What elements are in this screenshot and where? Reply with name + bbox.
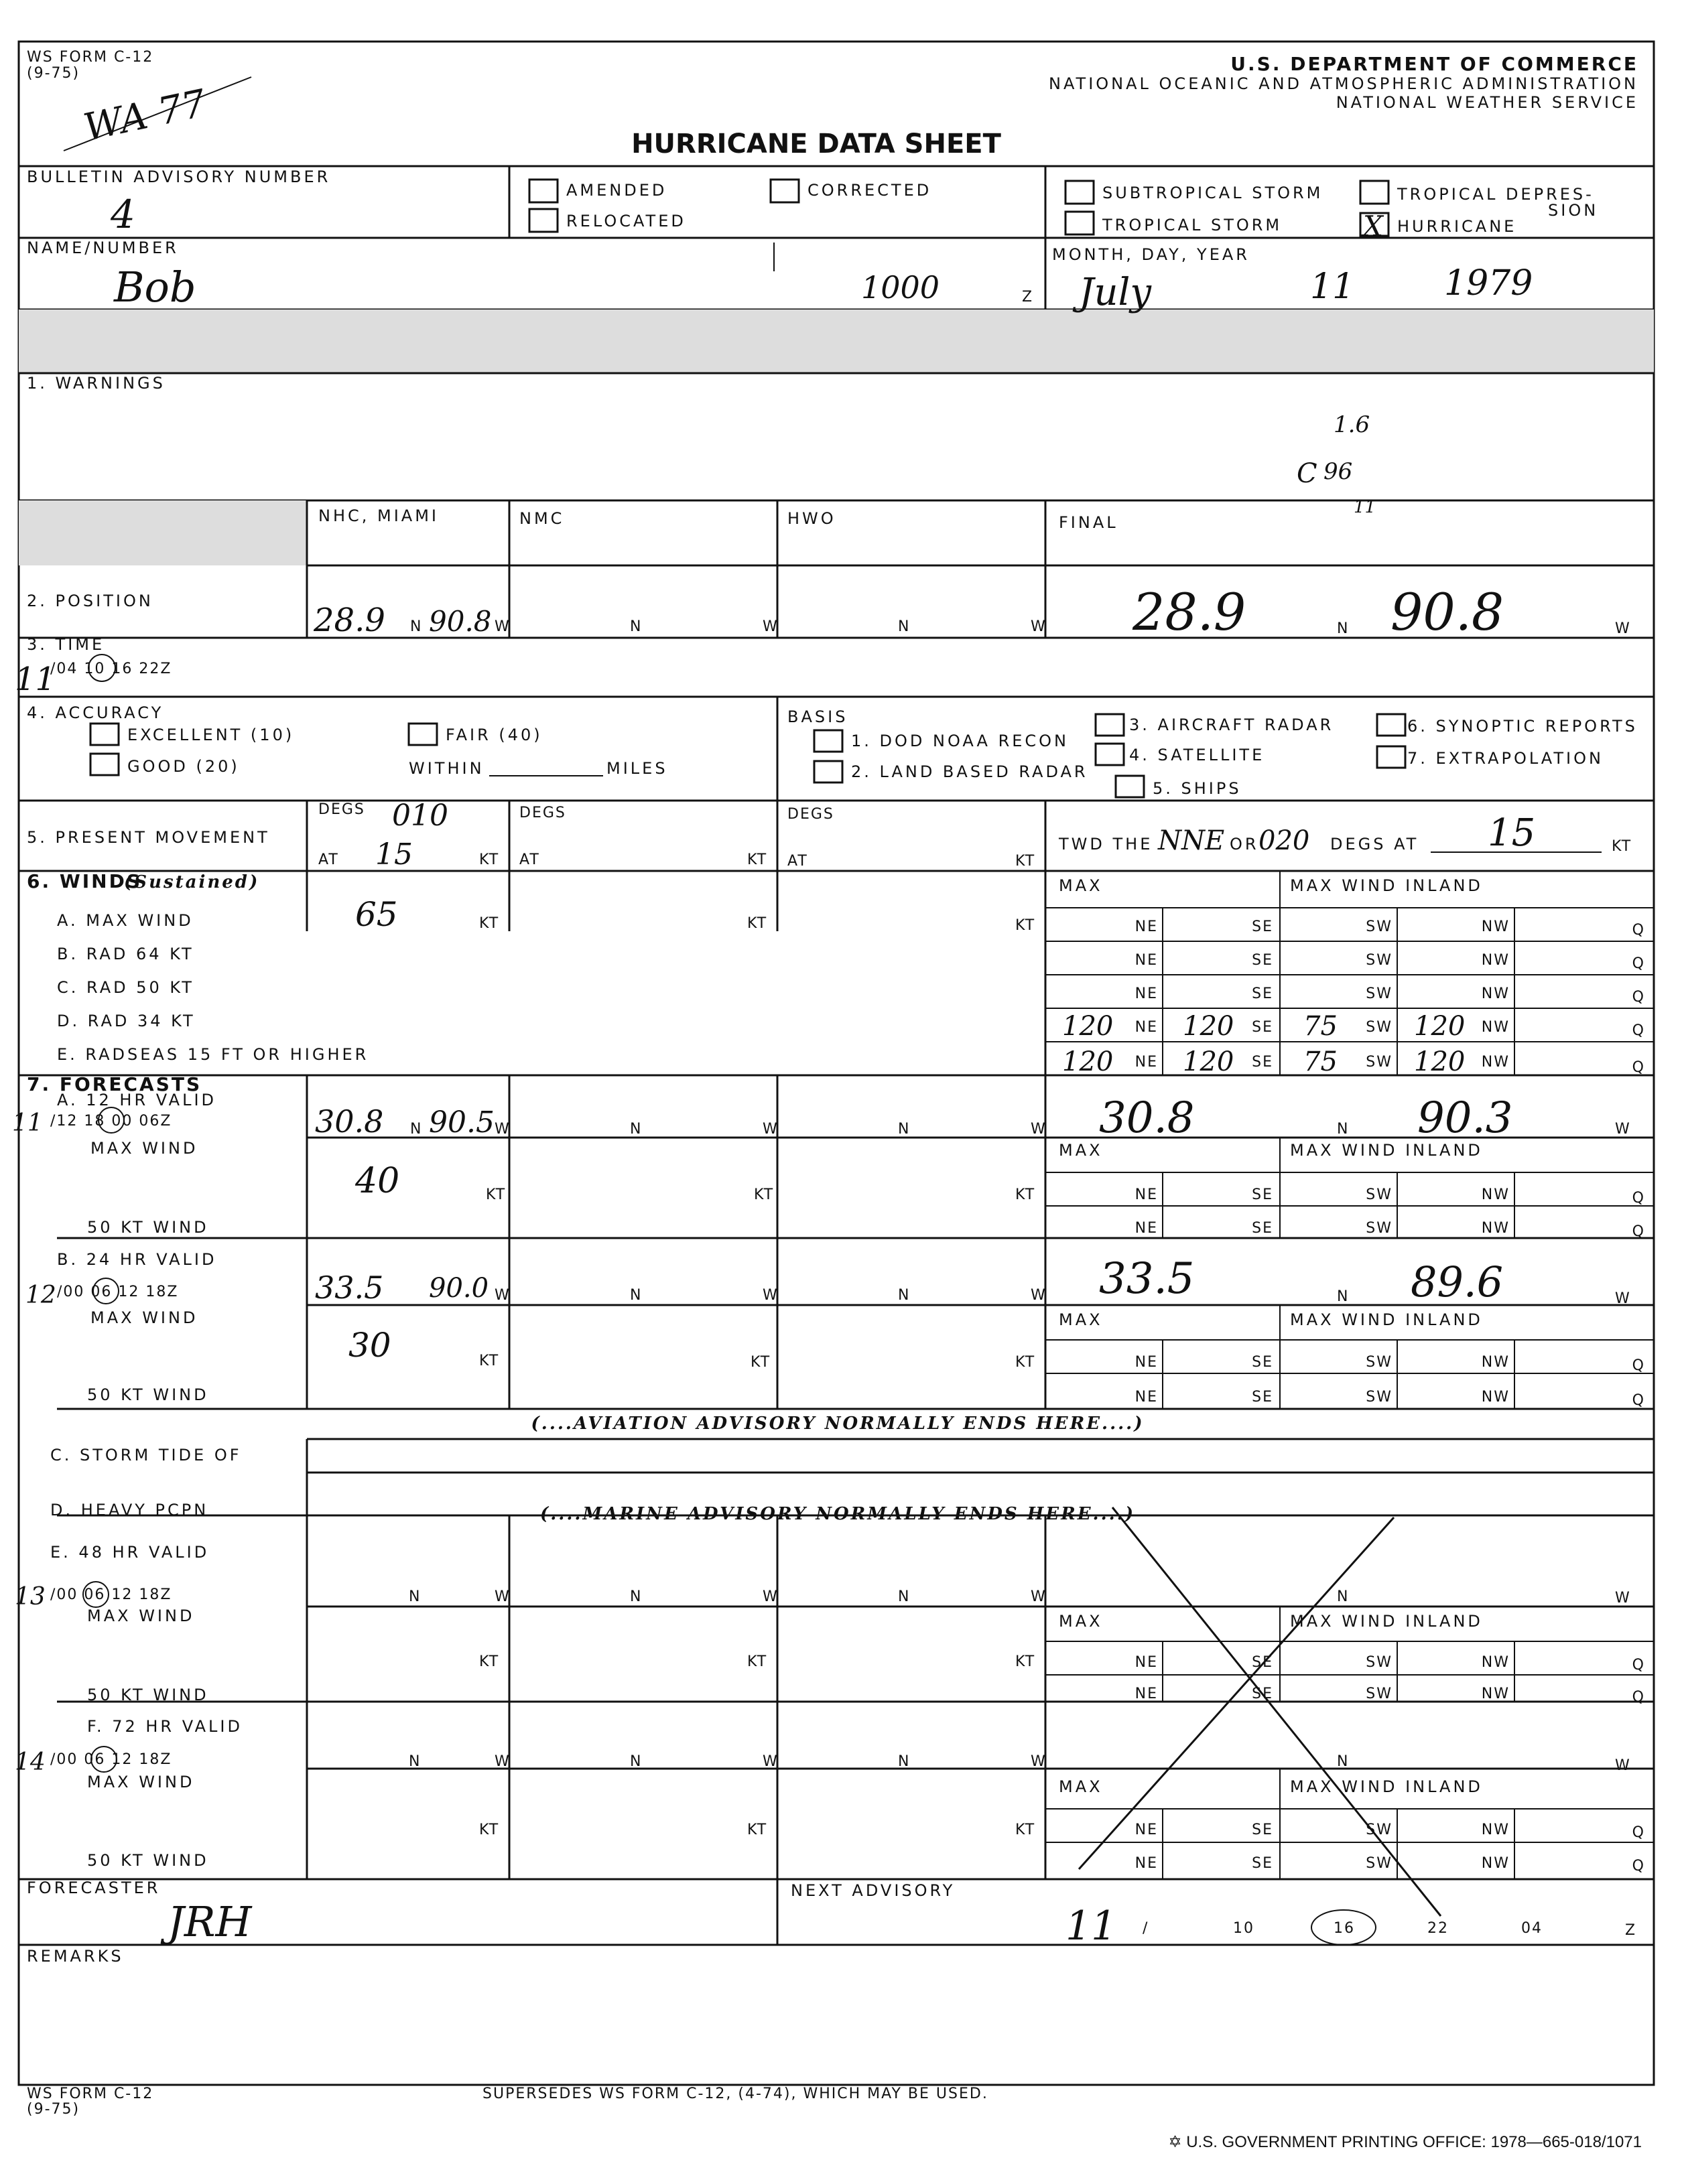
q-q-b: Q bbox=[1632, 955, 1645, 972]
fc-b-codes: /00 06 12 18Z bbox=[57, 1284, 179, 1300]
fc-a-hwo-w: W bbox=[1031, 1121, 1047, 1138]
fc-a-codes: /12 18 00 06Z bbox=[50, 1113, 172, 1130]
good-checkbox[interactable] bbox=[90, 754, 119, 775]
fc-a-nmc-w: W bbox=[763, 1121, 779, 1138]
fc-e-50kt-label: 50 KT WIND bbox=[87, 1686, 209, 1704]
rad34-ne: 120 bbox=[1062, 1011, 1114, 1042]
fc-f-q-2: Q bbox=[1632, 1858, 1645, 1874]
fc-e-label: E. 48 HR VALID bbox=[50, 1543, 210, 1562]
q-nw-b: NW bbox=[1481, 952, 1510, 969]
warnings-note-2: C bbox=[1297, 458, 1317, 489]
bulletin-value: 4 bbox=[111, 192, 135, 237]
fc-b-day: 12 bbox=[25, 1282, 56, 1309]
nmc-at-label: AT bbox=[519, 851, 540, 868]
nmc-w: W bbox=[763, 618, 779, 635]
q-q-a: Q bbox=[1632, 922, 1645, 939]
nmc-max-kt: KT bbox=[747, 915, 768, 932]
next-advisory-label: NEXT ADVISORY bbox=[791, 1881, 956, 1900]
fc-f-nw-2: NW bbox=[1481, 1855, 1510, 1872]
nhc-max-wind: 65 bbox=[355, 895, 398, 934]
fc-e-max-inland: MAX WIND INLAND bbox=[1290, 1612, 1483, 1631]
hwo-w: W bbox=[1031, 618, 1047, 635]
date-label: MONTH, DAY, YEAR bbox=[1052, 245, 1250, 264]
fc-a-max-wind-label: MAX WIND bbox=[90, 1139, 198, 1158]
fc-b-hwo-kt: KT bbox=[1015, 1354, 1036, 1371]
fc-f-hwo-n: N bbox=[898, 1753, 911, 1770]
nhc-degs-label: DEGS bbox=[318, 801, 365, 818]
printing-office-note: ✡ U.S. GOVERNMENT PRINTING OFFICE: 1978—665-018/1071 bbox=[1168, 2133, 1642, 2151]
aviation-note: (....AVIATION ADVISORY NORMALLY ENDS HERE....) bbox=[531, 1414, 1145, 1434]
fc-f-se-1: SE bbox=[1252, 1822, 1273, 1838]
nhc-degs-value: 010 bbox=[392, 799, 448, 833]
seas-se: 120 bbox=[1183, 1046, 1234, 1077]
nhc-kt-label: KT bbox=[479, 851, 500, 868]
twd-direction: NNE bbox=[1158, 825, 1225, 856]
fc-a-nw-1: NW bbox=[1481, 1186, 1510, 1203]
q-sw-c: SW bbox=[1366, 985, 1393, 1002]
q-sw-a: SW bbox=[1366, 918, 1393, 935]
basis-7-label: 7. EXTRAPOLATION bbox=[1407, 749, 1604, 768]
fc-f-sw-1: SW bbox=[1366, 1822, 1393, 1838]
fc-a-se-1: SE bbox=[1252, 1186, 1273, 1203]
fc-e-day: 13 bbox=[15, 1583, 46, 1611]
fc-a-nw-2: NW bbox=[1481, 1220, 1510, 1237]
fc-b-sw-1: SW bbox=[1366, 1354, 1393, 1371]
fc-a-final-lat: 30.8 bbox=[1099, 1093, 1195, 1143]
twd-kt-label: KT bbox=[1612, 838, 1632, 855]
fc-b-final-lon: 89.6 bbox=[1411, 1257, 1504, 1306]
max-wind-label: A. MAX WIND bbox=[57, 911, 194, 930]
corrected-checkbox[interactable] bbox=[771, 180, 799, 202]
hwo-max-kt: KT bbox=[1015, 917, 1036, 934]
q-ne-d: NE bbox=[1135, 1019, 1158, 1036]
fc-f-ne-1: NE bbox=[1135, 1822, 1158, 1838]
hurricane-check-mark: X bbox=[1363, 210, 1383, 243]
q-se-c: SE bbox=[1252, 985, 1273, 1002]
storm-tide-label: C. STORM TIDE OF bbox=[50, 1446, 242, 1464]
q-q-e: Q bbox=[1632, 1059, 1645, 1076]
fc-b-nw-1: NW bbox=[1481, 1354, 1510, 1371]
fc-e-nmc-kt: KT bbox=[747, 1653, 768, 1670]
fc-b-nhc-max: 30 bbox=[348, 1326, 391, 1365]
fc-f-day: 14 bbox=[15, 1749, 46, 1776]
hwo-degs-label: DEGS bbox=[787, 806, 834, 823]
next-advisory-t4: 04 bbox=[1521, 1920, 1543, 1937]
cross-out-stroke-2 bbox=[1079, 1517, 1394, 1869]
fc-e-sw-2: SW bbox=[1366, 1686, 1393, 1702]
supersedes-note: SUPERSEDES WS FORM C-12, (4-74), WHICH MAY BE USED. bbox=[482, 2086, 988, 2102]
fc-f-hwo-w: W bbox=[1031, 1753, 1047, 1770]
warnings-note-1: 1.6 bbox=[1334, 411, 1370, 438]
final-n: N bbox=[1337, 620, 1350, 637]
fc-f-nmc-w: W bbox=[763, 1753, 779, 1770]
final-position-lat: 28.9 bbox=[1133, 582, 1246, 642]
fc-e-nhc-kt: KT bbox=[479, 1653, 500, 1670]
fc-a-nmc-kt: KT bbox=[754, 1186, 775, 1203]
fc-f-nmc-n: N bbox=[630, 1753, 643, 1770]
forecasts-label: 7. FORECASTS bbox=[27, 1073, 202, 1095]
fc-f-max-inland: MAX WIND INLAND bbox=[1290, 1777, 1483, 1796]
fc-b-sw-2: SW bbox=[1366, 1389, 1393, 1406]
forecaster-initials: JRH bbox=[168, 1897, 252, 1946]
fc-b-nhc-kt: KT bbox=[479, 1353, 500, 1369]
q-nw-c: NW bbox=[1481, 985, 1510, 1002]
fc-b-max-inland: MAX WIND INLAND bbox=[1290, 1310, 1483, 1329]
fc-b-max-wind-label: MAX WIND bbox=[90, 1308, 198, 1327]
fc-f-50kt-label: 50 KT WIND bbox=[87, 1851, 209, 1870]
tropical-depression-checkbox[interactable] bbox=[1360, 181, 1388, 204]
fc-b-final-lat: 33.5 bbox=[1099, 1254, 1195, 1304]
q-ne-b: NE bbox=[1135, 952, 1158, 969]
q-se-b: SE bbox=[1252, 952, 1273, 969]
fc-f-final-n: N bbox=[1337, 1753, 1350, 1770]
forecaster-label: FORECASTER bbox=[27, 1879, 161, 1897]
fc-e-se-1: SE bbox=[1252, 1654, 1273, 1671]
fc-b-final-n: N bbox=[1337, 1288, 1350, 1305]
q-ne-e: NE bbox=[1135, 1054, 1158, 1071]
basis-1-label: 1. DOD NOAA RECON bbox=[851, 732, 1070, 750]
seas-nw: 120 bbox=[1414, 1046, 1466, 1077]
fc-b-nmc-n: N bbox=[630, 1287, 643, 1304]
q-se-e: SE bbox=[1252, 1054, 1273, 1071]
q-q-c: Q bbox=[1632, 989, 1645, 1006]
corrected-label: CORRECTED bbox=[807, 181, 932, 200]
rad64-label: B. RAD 64 KT bbox=[57, 945, 194, 963]
hurricane-label: HURRICANE bbox=[1397, 217, 1517, 236]
fc-e-hwo-n: N bbox=[898, 1588, 911, 1605]
basis-7-checkbox[interactable] bbox=[1377, 746, 1405, 768]
fc-e-ne-1: NE bbox=[1135, 1654, 1158, 1671]
basis-4-checkbox[interactable] bbox=[1096, 744, 1124, 765]
excellent-checkbox[interactable] bbox=[90, 724, 119, 745]
fc-e-max-wind-label: MAX WIND bbox=[87, 1607, 195, 1625]
q-ne-a: NE bbox=[1135, 918, 1158, 935]
nhc-at-label: AT bbox=[318, 851, 339, 868]
col-nhc-miami: NHC, MIAMI bbox=[318, 506, 440, 525]
fc-a-nhc-lon: 90.5 bbox=[429, 1105, 495, 1140]
basis-6-checkbox[interactable] bbox=[1377, 714, 1405, 736]
fc-f-nw-1: NW bbox=[1481, 1822, 1510, 1838]
fc-e-nmc-n: N bbox=[630, 1588, 643, 1605]
fc-b-q-1: Q bbox=[1632, 1357, 1645, 1374]
final-w: W bbox=[1615, 620, 1631, 637]
fc-e-max: MAX bbox=[1059, 1612, 1103, 1631]
fc-b-se-2: SE bbox=[1252, 1389, 1273, 1406]
fc-e-hwo-w: W bbox=[1031, 1588, 1047, 1605]
fc-a-se-2: SE bbox=[1252, 1220, 1273, 1237]
tropical-depression-label: TROPICAL DEPRES- bbox=[1397, 185, 1594, 204]
fc-a-ne-2: NE bbox=[1135, 1220, 1158, 1237]
fc-a-nhc-kt: KT bbox=[486, 1186, 507, 1203]
within-label: WITHIN bbox=[409, 759, 484, 778]
fc-b-nw-2: NW bbox=[1481, 1389, 1510, 1406]
winds-sustained: (Sustained) bbox=[124, 872, 260, 892]
fc-b-nmc-w: W bbox=[763, 1287, 779, 1304]
rad50-label: C. RAD 50 KT bbox=[57, 978, 194, 997]
relocated-label: RELOCATED bbox=[566, 212, 686, 230]
amended-checkbox[interactable] bbox=[529, 180, 558, 202]
tropical-depression-label-2: SION bbox=[1548, 201, 1599, 220]
advisory-time: 1000 bbox=[861, 269, 940, 305]
basis-1-checkbox[interactable] bbox=[814, 730, 842, 752]
fc-f-codes: /00 06 12 18Z bbox=[50, 1751, 172, 1768]
fc-a-q-1: Q bbox=[1632, 1190, 1645, 1207]
form-rev-bottom: (9-75) bbox=[27, 2101, 80, 2118]
q-nw-d: NW bbox=[1481, 1019, 1510, 1036]
fc-e-q-1: Q bbox=[1632, 1657, 1645, 1674]
basis-3-checkbox[interactable] bbox=[1096, 714, 1124, 736]
fc-f-label: F. 72 HR VALID bbox=[87, 1717, 243, 1736]
fc-a-final-n: N bbox=[1337, 1121, 1350, 1138]
fc-a-hwo-kt: KT bbox=[1015, 1186, 1036, 1203]
fc-e-nmc-w: W bbox=[763, 1588, 779, 1605]
form-rev-top: (9-75) bbox=[27, 65, 80, 82]
warnings-label: 1. WARNINGS bbox=[27, 374, 166, 393]
col-hwo: HWO bbox=[787, 509, 836, 528]
next-advisory-t3: 22 bbox=[1427, 1920, 1449, 1937]
fc-f-max: MAX bbox=[1059, 1777, 1103, 1796]
fc-b-nmc-kt: KT bbox=[751, 1354, 771, 1371]
fc-b-hwo-n: N bbox=[898, 1287, 911, 1304]
basis-5-checkbox[interactable] bbox=[1116, 776, 1144, 797]
warnings-note-4: 11 bbox=[1354, 497, 1376, 517]
movement-label: 5. PRESENT MOVEMENT bbox=[27, 828, 270, 847]
next-advisory-slash: / bbox=[1143, 1920, 1149, 1937]
next-advisory-z: Z bbox=[1625, 1922, 1637, 1939]
basis-5-label: 5. SHIPS bbox=[1153, 779, 1242, 798]
seas-ne: 120 bbox=[1062, 1046, 1114, 1077]
fc-a-label: A. 12 HR VALID bbox=[57, 1091, 217, 1109]
max-wind-inland-label: MAX WIND INLAND bbox=[1290, 876, 1483, 895]
nmc-kt-label: KT bbox=[747, 851, 768, 868]
fc-a-nmc-n: N bbox=[630, 1121, 643, 1138]
col-final: FINAL bbox=[1059, 513, 1118, 532]
q-nw-a: NW bbox=[1481, 918, 1510, 935]
fc-e-nhc-n: N bbox=[409, 1588, 422, 1605]
warnings-note-3: 96 bbox=[1323, 458, 1353, 485]
storm-name: Bob bbox=[114, 263, 196, 312]
fc-b-nhc-lon: 90.0 bbox=[429, 1273, 489, 1304]
fc-f-hwo-kt: KT bbox=[1015, 1822, 1036, 1838]
fc-a-nhc-lat: 30.8 bbox=[315, 1103, 384, 1140]
nhc-position-lon: 90.8 bbox=[429, 605, 492, 638]
fc-a-final-w: W bbox=[1615, 1121, 1631, 1138]
heavy-pcpn-label: D. HEAVY PCPN bbox=[50, 1501, 209, 1519]
fc-b-q-2: Q bbox=[1632, 1392, 1645, 1409]
fc-f-nhc-n: N bbox=[409, 1753, 422, 1770]
q-q-d: Q bbox=[1632, 1022, 1645, 1039]
shaded-band bbox=[19, 310, 1654, 373]
form-id-top: WS FORM C-12 bbox=[27, 49, 154, 66]
subtropical-storm-checkbox[interactable] bbox=[1065, 181, 1094, 204]
basis-4-label: 4. SATELLITE bbox=[1129, 746, 1265, 764]
year-value: 1979 bbox=[1444, 263, 1533, 303]
fc-f-ne-2: NE bbox=[1135, 1855, 1158, 1872]
fc-b-final-w: W bbox=[1615, 1290, 1631, 1307]
seas-sw: 75 bbox=[1303, 1046, 1338, 1077]
fc-f-max-wind-label: MAX WIND bbox=[87, 1773, 195, 1791]
rad34-sw: 75 bbox=[1303, 1011, 1338, 1042]
rad34-label: D. RAD 34 KT bbox=[57, 1012, 196, 1030]
q-ne-c: NE bbox=[1135, 985, 1158, 1002]
subtropical-storm-label: SUBTROPICAL STORM bbox=[1102, 184, 1323, 202]
nhc-kt-value: 15 bbox=[375, 837, 413, 872]
fc-b-hwo-w: W bbox=[1031, 1287, 1047, 1304]
basis-label: BASIS bbox=[787, 707, 848, 726]
fc-b-label: B. 24 HR VALID bbox=[57, 1250, 217, 1269]
day-value: 11 bbox=[1310, 267, 1355, 307]
good-label: GOOD (20) bbox=[127, 757, 240, 776]
fc-a-final-lon: 90.3 bbox=[1417, 1093, 1513, 1143]
fc-a-sw-1: SW bbox=[1366, 1186, 1393, 1203]
nhc-w: W bbox=[495, 618, 511, 635]
radseas-label: E. RADSEAS 15 FT OR HIGHER bbox=[57, 1045, 369, 1064]
next-advisory-t1: 10 bbox=[1233, 1920, 1254, 1937]
fc-a-max-inland: MAX WIND INLAND bbox=[1290, 1141, 1483, 1160]
fc-f-nmc-kt: KT bbox=[747, 1822, 768, 1838]
q-se-a: SE bbox=[1252, 918, 1273, 935]
fc-e-q-2: Q bbox=[1632, 1689, 1645, 1706]
col-nmc: NMC bbox=[519, 509, 565, 528]
fc-a-day: 11 bbox=[12, 1109, 43, 1137]
fc-e-nhc-w: W bbox=[495, 1588, 511, 1605]
nmc-n: N bbox=[630, 618, 643, 635]
fair-label: FAIR (40) bbox=[446, 726, 543, 744]
basis-2-label: 2. LAND BASED RADAR bbox=[851, 762, 1088, 781]
twd-degs: 020 bbox=[1258, 825, 1310, 856]
fc-e-codes: /00 06 12 18Z bbox=[50, 1586, 172, 1603]
fc-e-final-w: W bbox=[1615, 1590, 1631, 1607]
time-z: Z bbox=[1022, 289, 1034, 305]
fc-e-nw-1: NW bbox=[1481, 1654, 1510, 1671]
max-label: MAX bbox=[1059, 876, 1103, 895]
cross-out-stroke-1 bbox=[1112, 1507, 1441, 1916]
fc-e-se-2: SE bbox=[1252, 1686, 1273, 1702]
fc-e-ne-2: NE bbox=[1135, 1686, 1158, 1702]
accuracy-label: 4. ACCURACY bbox=[27, 703, 164, 722]
q-sw-d: SW bbox=[1366, 1019, 1393, 1036]
winds-label: 6. WINDS bbox=[27, 870, 143, 892]
fair-checkbox[interactable] bbox=[409, 724, 437, 745]
fc-b-max: MAX bbox=[1059, 1310, 1103, 1329]
q-se-d: SE bbox=[1252, 1019, 1273, 1036]
twd-label: TWD THE bbox=[1059, 835, 1153, 854]
fc-b-ne-1: NE bbox=[1135, 1354, 1158, 1371]
basis-2-checkbox[interactable] bbox=[814, 761, 842, 782]
fc-f-se-2: SE bbox=[1252, 1855, 1273, 1872]
final-position-lon: 90.8 bbox=[1390, 582, 1504, 642]
q-sw-e: SW bbox=[1366, 1054, 1393, 1071]
fc-a-q-2: Q bbox=[1632, 1223, 1645, 1240]
next-advisory-day: 11 bbox=[1065, 1903, 1117, 1950]
q-sw-b: SW bbox=[1366, 952, 1393, 969]
position-label: 2. POSITION bbox=[27, 592, 153, 610]
marine-note: (....MARINE ADVISORY NORMALLY ENDS HERE....) bbox=[539, 1504, 1136, 1524]
nhc-max-kt: KT bbox=[479, 915, 500, 932]
time-label: 3. TIME bbox=[27, 635, 105, 654]
nhc-n: N bbox=[410, 618, 423, 635]
fc-b-nhc-lat: 33.5 bbox=[315, 1270, 384, 1306]
relocated-checkbox[interactable] bbox=[529, 209, 558, 232]
name-label: NAME/NUMBER bbox=[27, 238, 179, 257]
rad34-nw: 120 bbox=[1414, 1011, 1466, 1042]
time-codes: /04 10 16 22Z bbox=[50, 661, 172, 677]
department: U.S. DEPARTMENT OF COMMERCE bbox=[1230, 53, 1638, 75]
agency: NATIONAL OCEANIC AND ATMOSPHERIC ADMINISTRATION bbox=[1049, 74, 1638, 93]
fc-e-final-n: N bbox=[1337, 1588, 1350, 1605]
fc-e-nw-2: NW bbox=[1481, 1686, 1510, 1702]
fc-b-ne-2: NE bbox=[1135, 1389, 1158, 1406]
month-value: July bbox=[1079, 271, 1152, 314]
fc-a-n: N bbox=[410, 1121, 423, 1138]
shaded-corner bbox=[19, 500, 307, 565]
twd-speed: 15 bbox=[1488, 811, 1536, 855]
fc-a-sw-2: SW bbox=[1366, 1220, 1393, 1237]
fc-b-se-1: SE bbox=[1252, 1354, 1273, 1371]
fc-a-50kt-label: 50 KT WIND bbox=[87, 1218, 209, 1237]
fc-b-w: W bbox=[495, 1287, 511, 1304]
tropical-storm-checkbox[interactable] bbox=[1065, 212, 1094, 234]
fc-f-final-w: W bbox=[1615, 1757, 1631, 1774]
fc-f-nhc-kt: KT bbox=[479, 1822, 500, 1838]
fc-a-hwo-n: N bbox=[898, 1121, 911, 1138]
hwo-at-label: AT bbox=[787, 853, 808, 870]
fc-a-w: W bbox=[495, 1121, 511, 1138]
basis-3-label: 3. AIRCRAFT RADAR bbox=[1129, 715, 1334, 734]
service: NATIONAL WEATHER SERVICE bbox=[1336, 93, 1638, 112]
fc-f-sw-2: SW bbox=[1366, 1855, 1393, 1872]
bulletin-label: BULLETIN ADVISORY NUMBER bbox=[27, 167, 331, 186]
miles-label: MILES bbox=[606, 759, 668, 778]
fc-b-50kt-label: 50 KT WIND bbox=[87, 1385, 209, 1404]
nmc-degs-label: DEGS bbox=[519, 805, 566, 821]
fc-a-max: MAX bbox=[1059, 1141, 1103, 1160]
page-title: HURRICANE DATA SHEET bbox=[631, 129, 1001, 159]
fc-e-sw-1: SW bbox=[1366, 1654, 1393, 1671]
excellent-label: EXCELLENT (10) bbox=[127, 726, 295, 744]
hwo-kt-label: KT bbox=[1015, 853, 1036, 870]
basis-6-label: 6. SYNOPTIC REPORTS bbox=[1407, 717, 1638, 736]
fc-e-hwo-kt: KT bbox=[1015, 1653, 1036, 1670]
form-id-bottom: WS FORM C-12 bbox=[27, 2086, 154, 2102]
degs-at-label: DEGS AT bbox=[1330, 835, 1419, 854]
time-day: 11 bbox=[15, 661, 56, 698]
amended-label: AMENDED bbox=[566, 181, 667, 200]
fc-f-nhc-w: W bbox=[495, 1753, 511, 1770]
or-label: OR bbox=[1230, 835, 1259, 854]
rad34-se: 120 bbox=[1183, 1011, 1234, 1042]
hwo-n: N bbox=[898, 618, 911, 635]
remarks-label: REMARKS bbox=[27, 1947, 124, 1966]
nhc-position-lat: 28.9 bbox=[314, 602, 385, 639]
next-advisory-t2: 16 bbox=[1334, 1920, 1355, 1937]
fc-f-q-1: Q bbox=[1632, 1824, 1645, 1841]
handwritten-top-note: WA 77 bbox=[80, 81, 210, 150]
q-nw-e: NW bbox=[1481, 1054, 1510, 1071]
tropical-storm-label: TROPICAL STORM bbox=[1102, 216, 1283, 234]
fc-a-ne-1: NE bbox=[1135, 1186, 1158, 1203]
fc-a-nhc-max: 40 bbox=[355, 1161, 400, 1201]
